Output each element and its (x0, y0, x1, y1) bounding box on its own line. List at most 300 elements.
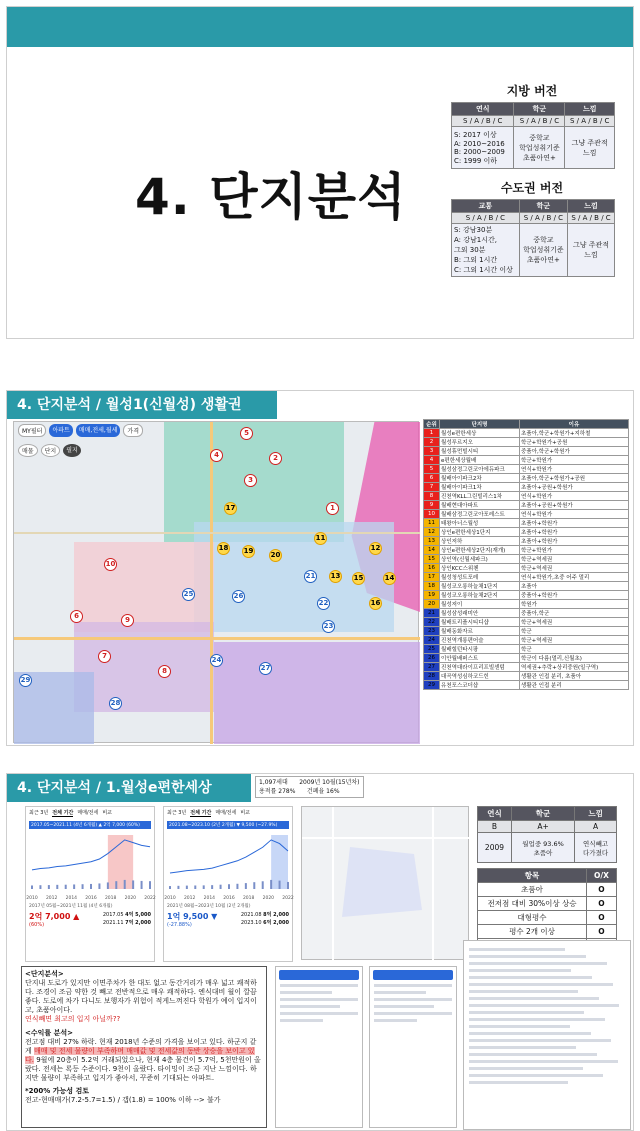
check-result: O (587, 883, 617, 897)
volume-bar (149, 881, 151, 889)
transaction-row (469, 955, 586, 958)
map-pin-28[interactable]: 28 (109, 697, 122, 710)
rank-cell: 12 (424, 528, 440, 537)
map-pin-8[interactable]: 8 (158, 665, 171, 678)
check-result: O (587, 897, 617, 911)
map-road (14, 637, 420, 640)
rank-cell: 13 (424, 537, 440, 546)
map-pin-7[interactable]: 7 (98, 650, 111, 663)
memo-highlight: 매매 및 전세 물량이 부족하며 매매값 및 전세값의 동반 상승을 보이고 있다. (25, 1047, 255, 1064)
price-filter-button[interactable]: 가격 (123, 424, 143, 437)
price-chart-2 (163, 806, 293, 962)
chart-tab[interactable]: 최근 3년 (29, 810, 49, 816)
reason-cell: 초품아+공원+학원가 (520, 501, 629, 510)
map-pin-23[interactable]: 23 (322, 620, 335, 633)
ranking-row (424, 555, 629, 564)
header-cell: 이유 (520, 420, 629, 429)
transaction-row (469, 1025, 570, 1028)
map-pin-20[interactable]: 20 (269, 549, 282, 562)
chart-caption: 2017.05~2021.11 (4년 6개월) ▲ 2억 7,000 (60%) (29, 821, 151, 829)
transaction-row (469, 1032, 591, 1035)
detail-cell: 월업중 93.6% 초품아 (511, 833, 574, 863)
chart-tab[interactable]: 매매/전세 (77, 810, 99, 816)
listing-screenshot-2 (369, 966, 457, 1128)
ranking-row (424, 429, 629, 438)
reason-cell: 학군+학원가 (520, 546, 629, 555)
map-road (332, 807, 334, 961)
criteria-cell: 중학교 학업성취기준 초품아연+ (519, 224, 567, 277)
parcel-tab[interactable]: 필지 (63, 444, 81, 457)
percent-change: (-27.88%) (167, 922, 192, 928)
ranking-row (424, 501, 629, 510)
checklist-row (478, 925, 617, 939)
grade-cell: S / A / B / C (519, 213, 567, 224)
volume-bar (220, 885, 222, 889)
percent-change: (60%) (29, 922, 45, 928)
memo-highlight: 연식빼면 최고의 입지 아닐까?? (25, 1015, 121, 1023)
end-price: 6억 2,000 (263, 920, 289, 926)
map-pin-26[interactable]: 26 (232, 590, 245, 603)
end-price: 7억 2,000 (125, 920, 151, 926)
complex-name-cell: 월배동화자르 (440, 627, 520, 636)
x-tick-label: 2014 (65, 896, 78, 901)
volume-bar (169, 886, 171, 889)
reason-cell: 연식+학원가 (520, 465, 629, 474)
ranking-row (424, 564, 629, 573)
complex-name-cell: 대곡역성심하코드힌 (440, 672, 520, 681)
reason-cell: 학군+역세권 (520, 555, 629, 564)
volume-bar (262, 881, 264, 889)
ranking-row (424, 663, 629, 672)
ranking-row (424, 582, 629, 591)
rank-cell: 5 (424, 465, 440, 474)
complex-name-cell: 월성코오롱하늘채1단지 (440, 582, 520, 591)
ranking-row (424, 672, 629, 681)
reason-cell: 연식+학원가 (520, 492, 629, 501)
checklist-row (478, 911, 617, 925)
ranking-row (424, 609, 629, 618)
rank-cell: 8 (424, 492, 440, 501)
complex-name-cell: 상인저하 (440, 537, 520, 546)
memo-paragraph (25, 1038, 263, 1083)
map-pin-19[interactable]: 19 (242, 545, 255, 558)
info-line: 1,097세대 2009년 10월(15년차) (259, 779, 360, 786)
map-pin-1[interactable]: 1 (326, 502, 339, 515)
map-pin-25[interactable]: 25 (182, 588, 195, 601)
slide-title: 4. 단지분석 / 1.월성e편한세상 (7, 774, 251, 802)
volume-bar (279, 881, 281, 889)
price-line-chart (26, 831, 154, 901)
map-zone (74, 542, 214, 632)
x-tick-label: 2010 (26, 896, 38, 901)
ranking-row (424, 528, 629, 537)
map-pin-9[interactable]: 9 (121, 614, 134, 627)
rank-cell: 3 (424, 447, 440, 456)
site-map[interactable] (301, 806, 469, 960)
chart-caption: 2021.08~2023.10 (2년 2개월) ▼ 9,500 (~27.9%) (167, 821, 289, 829)
map-pin-17[interactable]: 17 (224, 502, 237, 515)
local-version-heading: 지방 버전 (506, 84, 558, 98)
volume-bar (73, 884, 75, 889)
complex-name-cell: 월배현대아파트 (440, 501, 520, 510)
complex-name-cell: e편한세상월배 (440, 456, 520, 465)
ranking-row (424, 519, 629, 528)
transaction-row (469, 1067, 583, 1070)
map-pin-22[interactable]: 22 (317, 597, 330, 610)
start-price: 8억 2,000 (263, 912, 289, 918)
price-series-line (170, 840, 288, 873)
rank-cell: 15 (424, 555, 440, 564)
apartment-filter-button[interactable]: 아파트 (49, 424, 72, 437)
header-cell: 느낌 (565, 103, 615, 116)
transaction-row (469, 1039, 611, 1042)
check-item: 전저점 대비 30%이상 상승 (478, 897, 587, 911)
volume-bar (31, 885, 33, 889)
rank-cell: 24 (424, 636, 440, 645)
memo-paragraph: 전고-현매매가(7.2-5.7=1.5) / 갭(1.8) = 100% 이하 --> 불가 (25, 1096, 221, 1104)
volume-bar (90, 884, 92, 889)
ranking-row (424, 492, 629, 501)
ranking-row (424, 456, 629, 465)
complex-name-cell: 월성청성트포레 (440, 573, 520, 582)
rank-cell: 19 (424, 591, 440, 600)
check-item: 초품아 (478, 883, 587, 897)
rank-cell: 2 (424, 438, 440, 447)
volume-bar (228, 884, 230, 889)
info-line: 용적률 278% 건폐율 16% (259, 788, 340, 795)
living-area-slide (6, 390, 634, 746)
complex-outline (342, 847, 422, 917)
rank-cell: 7 (424, 483, 440, 492)
map-pin-14[interactable]: 14 (383, 572, 396, 585)
checklist-row (478, 897, 617, 911)
ranking-row (424, 681, 629, 690)
reason-cell: 학군+역세권 (520, 618, 629, 627)
header-cell: 느낌 (575, 807, 617, 821)
complex-name-cell: 월성푸르지오 (440, 438, 520, 447)
complex-name-cell: 상인KCC스위첸 (440, 564, 520, 573)
transaction-row (469, 948, 565, 951)
memo-text: 9월에 20층이 5.2억 거래되었으나, 현재 4층 물건이 5.7억, 5천만원이 올랐다. 전세는 록등 수준이다. 9천이 올랐다. 타이밍이 조금 지난 느낌이다. 하지만 물량이 부족하고 입지가 좋아서, 꾸준히 기대되는 아파트. (25, 1056, 261, 1082)
chart-tabs (26, 807, 154, 819)
rank-cell: 20 (424, 600, 440, 609)
x-tick-label: 2010 (164, 896, 176, 901)
volume-bar (98, 883, 100, 889)
map-toolbar (18, 424, 143, 437)
map-pin-4[interactable]: 4 (210, 449, 223, 462)
header-cell: 학군 (511, 807, 574, 821)
complex-name-cell: 월성저이 (440, 600, 520, 609)
volume-bar (65, 885, 67, 889)
criteria-cell: 그냥 주관적 느낌 (568, 224, 615, 277)
chart-period: 2017년 05월~2021년 11월 (4년 6개월) (29, 904, 113, 909)
reason-cell: 생활관 인접 분리 (520, 681, 629, 690)
complex-name-cell: 월성삼성래미안 (440, 609, 520, 618)
complex-name-cell: 월배삼정그린코아포레스트 (440, 510, 520, 519)
grade-cell: S / A / B / C (565, 116, 615, 127)
price-chart-1 (25, 806, 155, 962)
volume-bar (56, 885, 58, 889)
listing-screenshot-1 (275, 966, 363, 1128)
start-price: 4억 5,000 (125, 912, 151, 918)
header-cell: 항목 (478, 869, 587, 883)
transaction-row (469, 1053, 597, 1056)
volume-bar (124, 880, 126, 889)
deal-type-filter-button[interactable]: 매매,전세,월세 (76, 424, 121, 437)
header-cell: 학군 (514, 103, 565, 116)
x-tick-label: 2012 (183, 896, 196, 901)
map-view-tabs (18, 444, 81, 457)
volume-bar (177, 886, 179, 889)
x-tick-label: 2022 (144, 896, 156, 901)
transaction-row (469, 1046, 576, 1049)
complex-tab[interactable]: 단지 (41, 444, 61, 457)
ranking-row (424, 618, 629, 627)
map-pin-27[interactable]: 27 (259, 662, 272, 675)
analysis-memo (21, 966, 267, 1128)
ranking-row (424, 591, 629, 600)
header-cell: 학군 (519, 200, 567, 213)
detail-cell: 연식빼고 다가졌다 (575, 833, 617, 863)
rank-cell: 10 (424, 510, 440, 519)
chart-tab[interactable]: 비교 (102, 810, 113, 816)
rank-cell: 21 (424, 609, 440, 618)
transaction-row (469, 969, 571, 972)
transaction-row (469, 1074, 603, 1077)
volume-bar (82, 884, 84, 889)
map-zone (74, 622, 214, 712)
rank-cell: 28 (424, 672, 440, 681)
chart-tab[interactable]: 매매/전세 (215, 810, 237, 816)
chart-tab[interactable]: 전체 기간 (190, 810, 212, 816)
end-date: 2023.10 (240, 920, 262, 926)
map-pin-11[interactable]: 11 (314, 532, 327, 545)
complex-name-cell: 월배아이파크1차 (440, 483, 520, 492)
metro-criteria-table (451, 199, 615, 277)
reason-cell: 초품아+공원+학원가 (520, 483, 629, 492)
map-pin-29[interactable]: 29 (19, 674, 32, 687)
my-filter-button[interactable]: MY필터 (18, 424, 46, 437)
reason-cell: 초품아,학군+학원가+지하철 (520, 429, 629, 438)
reason-cell: 중품아+학원가 (520, 591, 629, 600)
transaction-row (469, 1011, 584, 1014)
reason-cell: 학군 (520, 627, 629, 636)
x-tick-label: 2018 (104, 896, 117, 901)
complex-name-cell: 월배힐턴타시팡 (440, 645, 520, 654)
reason-cell: 학군+학원가 (520, 456, 629, 465)
volume-bar (194, 885, 196, 889)
check-result: O (587, 911, 617, 925)
reason-cell: 역세권+추락+상리중원(일구역) (520, 663, 629, 672)
rank-cell: 16 (424, 564, 440, 573)
grade-cell: S / A / B / C (452, 213, 520, 224)
ranking-row (424, 483, 629, 492)
header-cell: 연식 (478, 807, 512, 821)
grade-cell: A+ (511, 821, 574, 833)
map-road (432, 807, 434, 961)
neighborhood-map[interactable] (13, 421, 419, 743)
memo-text: 전고점 대비 27% 하락. 현재 2018년 수준의 가격을 보이고 있다. 하군지 같게 (25, 1038, 257, 1055)
transaction-row (469, 1004, 619, 1007)
price-line-chart (164, 831, 292, 901)
grade-cell: S / A / B / C (568, 213, 615, 224)
criteria-cell: 중학교 학업성취기준 초품아연+ (514, 127, 565, 169)
rank-cell: 26 (424, 654, 440, 663)
map-pin-3[interactable]: 3 (244, 474, 257, 487)
teal-header-bar (7, 7, 633, 47)
reason-cell: 학군+학원가+공원 (520, 438, 629, 447)
check-item: 평수 2개 이상 (478, 925, 587, 939)
start-date: 2017.05 (102, 912, 124, 918)
chart-tab[interactable]: 비교 (240, 810, 251, 816)
rank-cell: 17 (424, 573, 440, 582)
map-pin-24[interactable]: 24 (210, 654, 223, 667)
memo-heading: <단지분석> (25, 970, 64, 978)
header-cell: 교통 (452, 200, 520, 213)
rank-cell: 11 (424, 519, 440, 528)
map-pin-2[interactable]: 2 (269, 452, 282, 465)
chart-tab[interactable]: 전체 기간 (52, 810, 74, 816)
listings-tab[interactable]: 매물 (18, 444, 38, 457)
volume-bar (203, 885, 205, 889)
transaction-row (469, 976, 592, 979)
volume-bar (48, 885, 50, 889)
complex-name-cell: 상인e편한세상2단지(재개) (440, 546, 520, 555)
ranking-row (424, 510, 629, 519)
map-pin-21[interactable]: 21 (304, 570, 317, 583)
x-tick-label: 2020 (262, 896, 275, 901)
ranking-row (424, 474, 629, 483)
volume-bar (236, 884, 238, 889)
reason-cell: 초품아 (520, 582, 629, 591)
complex-name-cell: 월배아이파크2차 (440, 474, 520, 483)
rank-cell: 23 (424, 627, 440, 636)
rank-cell: 4 (424, 456, 440, 465)
memo-heading: *200% 가능성 검토 (25, 1087, 89, 1095)
complex-info-box (255, 776, 364, 798)
local-criteria-table (451, 102, 615, 169)
ranking-row (424, 465, 629, 474)
reason-cell: 학원가 (520, 600, 629, 609)
complex-name-cell: 유천포스코더샵 (440, 681, 520, 690)
complex-name-cell: 진천역대라이프리프빌센텀 (440, 663, 520, 672)
rank-cell: 29 (424, 681, 440, 690)
ranking-row (424, 573, 629, 582)
ranking-row (424, 438, 629, 447)
reason-cell: 생활관 인접 분리, 초품아 (520, 672, 629, 681)
map-road (14, 532, 420, 534)
x-tick-label: 2014 (203, 896, 216, 901)
complex-name-cell: 월성휴먼빌시티 (440, 447, 520, 456)
complex-name-cell: 월배트리플시티디샵 (440, 618, 520, 627)
rank-cell: 18 (424, 582, 440, 591)
header-cell: 연식 (452, 103, 514, 116)
rank-cell: 22 (424, 618, 440, 627)
reason-cell: 학군+역세권 (520, 636, 629, 645)
section-title: 4. 단지분석 (135, 168, 407, 226)
transaction-history-screenshot (463, 940, 631, 1130)
transaction-row (469, 962, 607, 965)
complex-name-cell: 태왕아너스월성 (440, 519, 520, 528)
check-result: O (587, 925, 617, 939)
complex-name-cell: 월성e편한세상 (440, 429, 520, 438)
ranking-row (424, 654, 629, 663)
ranking-row (424, 537, 629, 546)
map-pin-18[interactable]: 18 (217, 542, 230, 555)
header-cell: O/X (587, 869, 617, 883)
x-tick-label: 2016 (85, 896, 97, 901)
map-pin-5[interactable]: 5 (240, 427, 253, 440)
memo-paragraph: 단지내 도로가 있지만 이면주차가 한 대도 없고 동간거리가 매우 넓고 쾌적하다. 조경이 조금 약한 것 빼고 전반적으로 매우 쾌적하다. 엔식대비 월이 깔끔 좋다. 도로에 차가 다니도 보행자가 위험이 적게느껴진다 학원가 예이 입지이고, 초품아이다. (25, 979, 257, 1014)
transaction-row (469, 983, 613, 986)
volume-bar (141, 881, 143, 889)
volume-bar (186, 886, 188, 889)
map-pin-13[interactable]: 13 (329, 570, 342, 583)
price-change: 2억 7,000 ▲ (29, 912, 80, 921)
header-cell: 단지명 (440, 420, 520, 429)
reason-cell: 초품아+학원가 (520, 528, 629, 537)
x-tick-label: 2020 (124, 896, 137, 901)
ranking-table (423, 419, 629, 690)
start-date: 2021.08 (240, 912, 262, 918)
rank-cell: 6 (424, 474, 440, 483)
memo-heading: <수익률 분석> (25, 1029, 73, 1037)
map-pin-10[interactable]: 10 (104, 558, 117, 571)
rank-cell: 9 (424, 501, 440, 510)
grade-cell: A (575, 821, 617, 833)
map-pin-15[interactable]: 15 (352, 572, 365, 585)
slide-title: 4. 단지분석 / 월성1(신월성) 생활권 (7, 391, 277, 419)
x-tick-label: 2022 (282, 896, 294, 901)
volume-bar (211, 885, 213, 889)
ranking-row (424, 546, 629, 555)
rank-cell: 25 (424, 645, 440, 654)
ranking-row (424, 600, 629, 609)
x-tick-label: 2012 (45, 896, 58, 901)
map-pin-16[interactable]: 16 (369, 597, 382, 610)
volume-bar (107, 882, 109, 889)
grade-cell: S / A / B / C (452, 116, 514, 127)
complex-name-cell: 월성삼정그린코아에듀파크 (440, 465, 520, 474)
transaction-row (469, 1081, 568, 1084)
check-item: 대형평수 (478, 911, 587, 925)
x-tick-label: 2016 (223, 896, 235, 901)
volume-bar (132, 880, 134, 889)
complex-detail-slide (6, 773, 634, 1131)
transaction-row (469, 1018, 605, 1021)
volume-bar (253, 882, 255, 889)
volume-bar (270, 880, 272, 889)
volume-bar (39, 885, 41, 889)
map-pin-12[interactable]: 12 (369, 542, 382, 555)
complex-name-cell: 상인e편한세상1단지 (440, 528, 520, 537)
volume-bar (245, 883, 247, 889)
map-pin-6[interactable]: 6 (70, 610, 83, 623)
price-change: 1억 9,500 ▼ (167, 912, 218, 921)
complex-name-cell: 월성코오롱하늘채2단지 (440, 591, 520, 600)
map-road (210, 422, 213, 744)
reason-cell: 학군 (520, 645, 629, 654)
complex-name-cell: 진천역개롱편어슬 (440, 636, 520, 645)
reason-cell: 연식+학원가 (520, 510, 629, 519)
reason-cell: 중품아,학군+학원가 (520, 447, 629, 456)
chart-tab[interactable]: 최근 3년 (167, 810, 187, 816)
ranking-row (424, 447, 629, 456)
reason-cell: 학군+역세권 (520, 564, 629, 573)
transaction-row (469, 1060, 618, 1063)
ranking-row (424, 636, 629, 645)
reason-cell: 학군이 다름(멀리,신월초) (520, 654, 629, 663)
